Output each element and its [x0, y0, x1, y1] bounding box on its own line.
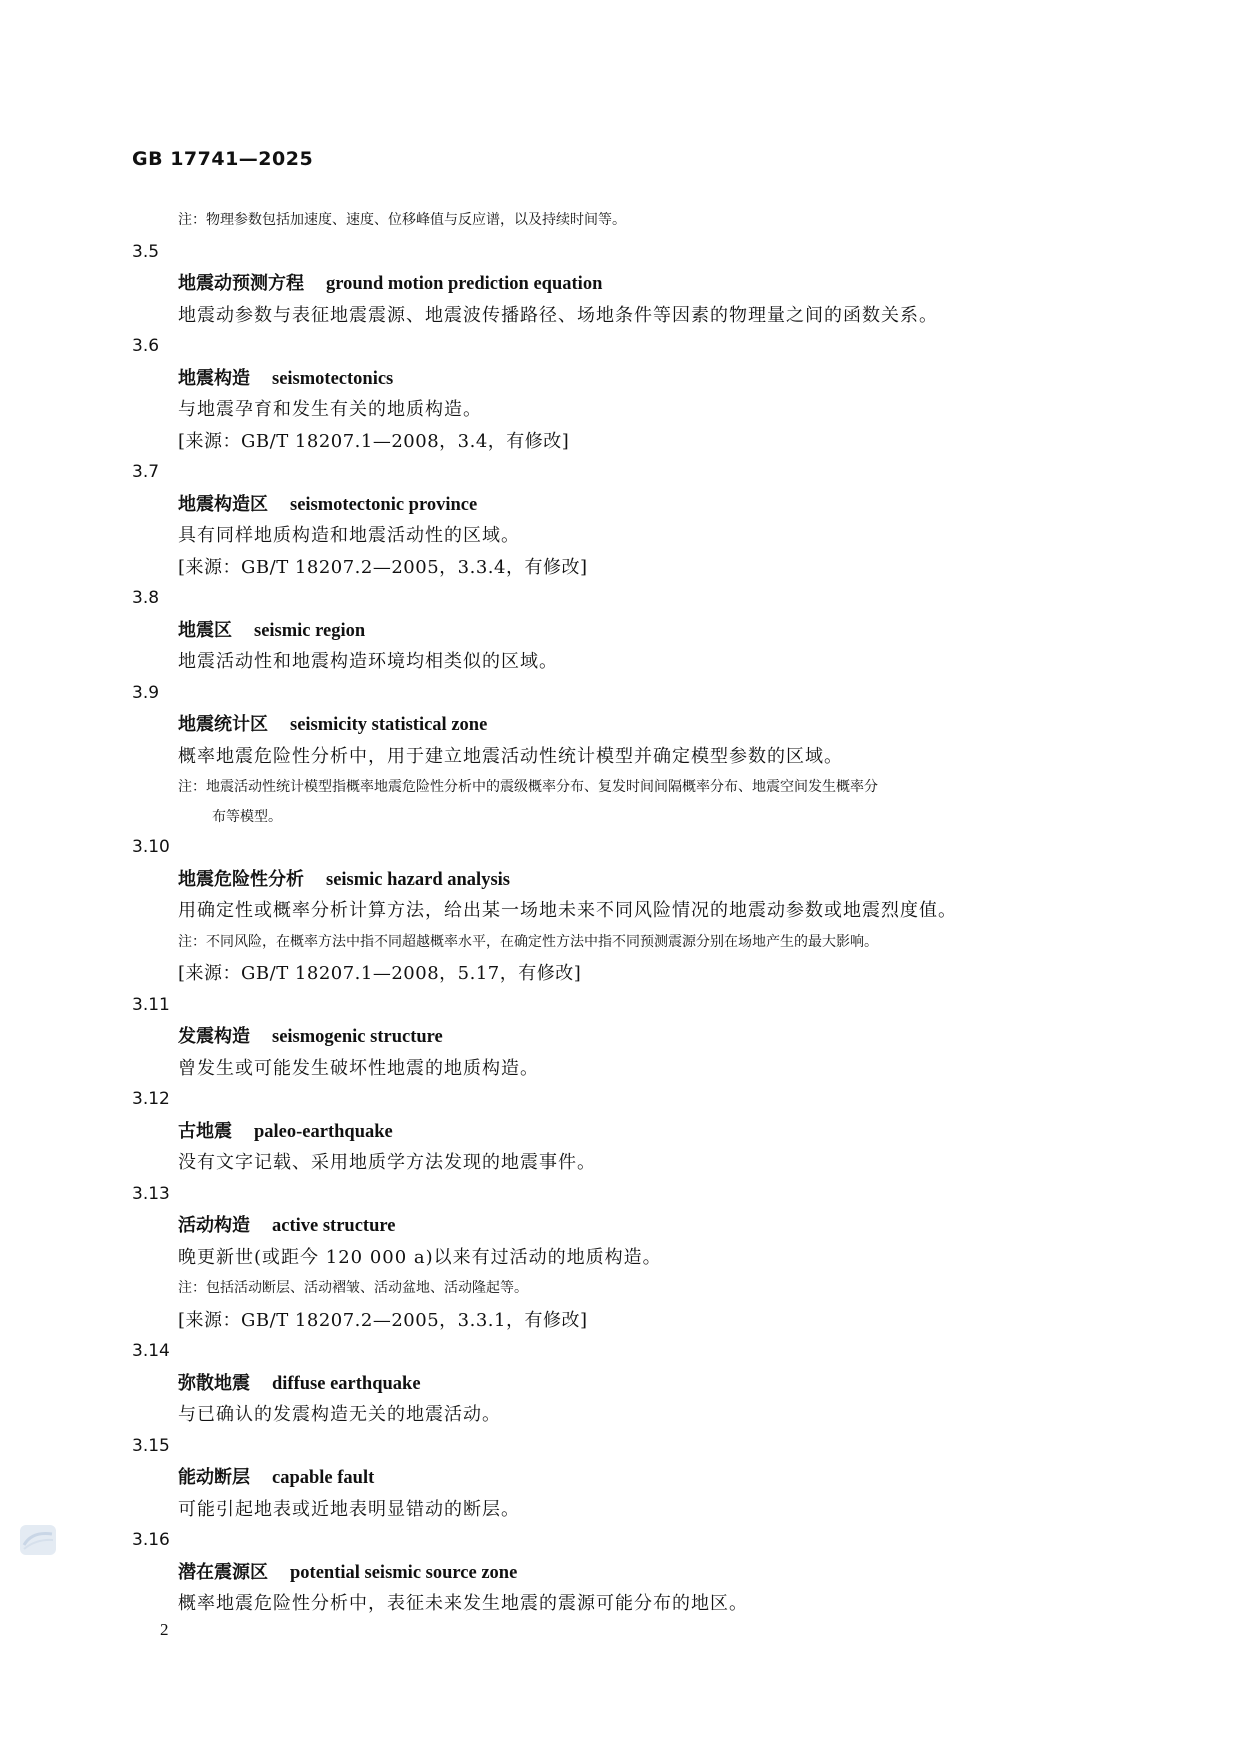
term-english: paleo-earthquake — [254, 1121, 393, 1142]
term-english: seismicity statistical zone — [290, 715, 488, 735]
definition: 晚更新世(或距今 120 000 a)以来有过活动的地质构造。 — [178, 1246, 662, 1268]
term-english: ground motion prediction equation — [326, 274, 603, 294]
term-chinese: 潜在震源区 — [178, 1561, 268, 1583]
term-chinese: 古地震 — [178, 1120, 232, 1142]
term-english: seismotectonic province — [290, 494, 478, 515]
term-heading — [132, 363, 1112, 395]
term-chinese: 地震构造 — [178, 367, 250, 389]
note-continuation: 布等模型。 — [212, 809, 282, 825]
definition: 地震动参数与表征地震震源、地震波传播路径、场地条件等因素的物理量之间的函数关系。 — [178, 304, 938, 326]
term-english: seismogenic structure — [272, 1027, 443, 1047]
clause-number: 3.6 — [132, 336, 160, 356]
term-heading — [132, 864, 1112, 896]
term-heading — [132, 1368, 1112, 1400]
clause-number: 3.10 — [132, 837, 170, 857]
term-heading — [132, 1021, 1112, 1053]
clause-number: 3.12 — [132, 1089, 170, 1109]
source-reference: [来源：GB/T 18207.2—2005，3.3.1，有修改] — [178, 1309, 588, 1331]
term-english: seismic region — [254, 620, 366, 641]
clause-number: 3.16 — [132, 1530, 170, 1550]
term-english: capable fault — [272, 1468, 375, 1488]
definition: 可能引起地表或近地表明显错动的断层。 — [178, 1498, 520, 1520]
term-heading — [132, 1462, 1112, 1494]
clause-number: 3.9 — [132, 682, 160, 703]
definition: 概率地震危险性分析中，用于建立地震活动性统计模型并确定模型参数的区域。 — [178, 745, 843, 767]
clause-number: 3.11 — [132, 994, 170, 1015]
note: 注：包括活动断层、活动褶皱、活动盆地、活动隆起等。 — [178, 1280, 528, 1296]
term-english: seismotectonics — [272, 368, 394, 389]
term-heading — [132, 615, 1112, 647]
clause-number: 3.7 — [132, 462, 160, 482]
definition: 概率地震危险性分析中，表征未来发生地震的震源可能分布的地区。 — [178, 1593, 748, 1614]
term-chinese: 弥散地震 — [178, 1372, 250, 1394]
source-reference: [来源：GB/T 18207.2—2005，3.3.4，有修改] — [178, 556, 588, 578]
definition: 没有文字记载、采用地质学方法发现的地震事件。 — [178, 1152, 596, 1173]
definition: 曾发生或可能发生破坏性地震的地质构造。 — [178, 1057, 539, 1079]
note — [132, 772, 1112, 832]
clause-number: 3.5 — [132, 241, 160, 262]
term-chinese: 发震构造 — [178, 1026, 250, 1047]
source-reference: [来源：GB/T 18207.1—2008，3.4，有修改] — [178, 430, 570, 452]
clause-number: 3.14 — [132, 1341, 170, 1361]
term-english: seismic hazard analysis — [326, 869, 510, 890]
term-heading — [132, 709, 1112, 741]
term-chinese: 能动断层 — [178, 1467, 250, 1488]
definition: 地震活动性和地震构造环境均相类似的区域。 — [178, 651, 558, 672]
term-chinese: 地震危险性分析 — [178, 868, 304, 890]
definition: 用确定性或概率分析计算方法，给出某一场地未来不同风险情况的地震动参数或地震烈度值。 — [178, 900, 957, 921]
definition: 与已确认的发震构造无关的地震活动。 — [178, 1404, 501, 1425]
clause-number: 3.15 — [132, 1435, 170, 1456]
term-english: diffuse earthquake — [272, 1373, 421, 1394]
term-heading — [132, 268, 1112, 300]
note: 注：物理参数包括加速度、速度、位移峰值与反应谱，以及持续时间等。 — [178, 212, 626, 228]
term-chinese: 地震动预测方程 — [178, 273, 304, 294]
definition: 具有同样地质构造和地震活动性的区域。 — [178, 525, 520, 546]
document-body — [132, 205, 1112, 1620]
sac-logo-icon — [20, 1525, 56, 1555]
source-reference: [来源：GB/T 18207.1—2008，5.17，有修改] — [178, 963, 582, 984]
term-heading — [132, 489, 1112, 521]
clause-number: 3.8 — [132, 588, 160, 608]
note-text: 注：地震活动性统计模型指概率地震危险性分析中的震级概率分布、复发时间间隔概率分布、地震空间发生概率分 — [178, 779, 878, 795]
term-heading — [132, 1210, 1112, 1242]
term-english: active structure — [272, 1216, 396, 1236]
clause-number: 3.13 — [132, 1183, 170, 1204]
term-heading — [132, 1116, 1112, 1148]
term-chinese: 地震区 — [178, 619, 232, 641]
term-english: potential seismic source zone — [290, 1562, 518, 1583]
term-heading — [132, 1557, 1112, 1589]
note: 注：不同风险，在概率方法中指不同超越概率水平，在确定性方法中指不同预测震源分别在场地产生的最大影响。 — [178, 933, 878, 950]
definition: 与地震孕育和发生有关的地质构造。 — [178, 399, 482, 420]
term-chinese: 地震统计区 — [178, 714, 268, 735]
standard-code-header: GB 17741—2025 — [132, 148, 314, 170]
term-chinese: 地震构造区 — [178, 493, 268, 515]
term-chinese: 活动构造 — [178, 1215, 250, 1236]
page-number: 2 — [160, 1620, 169, 1639]
